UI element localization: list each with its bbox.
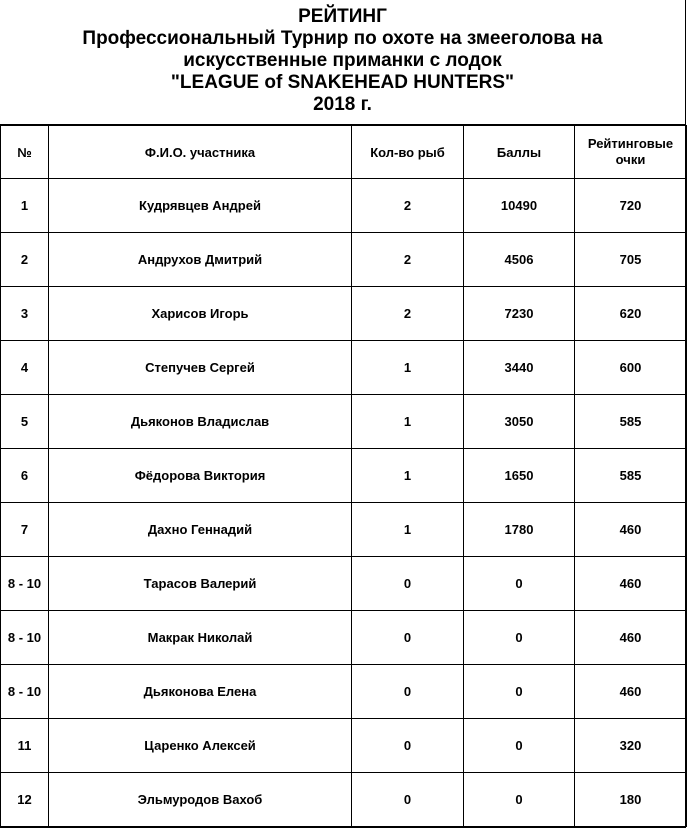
cell-rating: 460 <box>575 611 687 665</box>
cell-rating: 585 <box>575 395 687 449</box>
cell-points: 4506 <box>464 233 575 287</box>
table-row <box>1 503 687 557</box>
cell-num: 2 <box>1 233 49 287</box>
cell-rating: 720 <box>575 179 687 233</box>
cell-fish-count: 0 <box>352 611 464 665</box>
cell-rating: 460 <box>575 557 687 611</box>
table-header-row <box>1 126 687 179</box>
cell-points: 0 <box>464 719 575 773</box>
title-heading: РЕЙТИНГ <box>298 6 387 27</box>
header-rating <box>575 126 687 179</box>
cell-num: 5 <box>1 395 49 449</box>
cell-rating: 620 <box>575 287 687 341</box>
cell-name: Эльмуродов Вахоб <box>49 773 352 827</box>
cell-points: 1780 <box>464 503 575 557</box>
table-row <box>1 719 687 773</box>
cell-points: 0 <box>464 665 575 719</box>
cell-rating: 585 <box>575 449 687 503</box>
cell-name: Кудрявцев Андрей <box>49 179 352 233</box>
cell-num: 8 - 10 <box>1 665 49 719</box>
table-row <box>1 449 687 503</box>
cell-num: 7 <box>1 503 49 557</box>
table-row <box>1 773 687 827</box>
header-fish-count: Кол-во рыб <box>352 126 464 179</box>
cell-name: Фёдорова Виктория <box>49 449 352 503</box>
header-rating-line1: Рейтинговые <box>587 136 674 151</box>
title-year: 2018 г. <box>313 94 372 115</box>
cell-num: 4 <box>1 341 49 395</box>
cell-points: 7230 <box>464 287 575 341</box>
cell-rating: 705 <box>575 233 687 287</box>
cell-fish-count: 2 <box>352 179 464 233</box>
cell-fish-count: 1 <box>352 449 464 503</box>
cell-rating: 460 <box>575 665 687 719</box>
cell-name: Дьяконов Владислав <box>49 395 352 449</box>
cell-rating: 600 <box>575 341 687 395</box>
cell-fish-count: 1 <box>352 341 464 395</box>
table-row <box>1 665 687 719</box>
table-row <box>1 341 687 395</box>
cell-name: Харисов Игорь <box>49 287 352 341</box>
table-row <box>1 179 687 233</box>
cell-fish-count: 0 <box>352 665 464 719</box>
cell-points: 1650 <box>464 449 575 503</box>
cell-name: Степучев Сергей <box>49 341 352 395</box>
cell-name: Дахно Геннадий <box>49 503 352 557</box>
cell-name: Дьяконова Елена <box>49 665 352 719</box>
cell-fish-count: 0 <box>352 719 464 773</box>
cell-fish-count: 2 <box>352 233 464 287</box>
cell-fish-count: 0 <box>352 557 464 611</box>
title-league-name: "LEAGUE of SNAKEHEAD HUNTERS" <box>170 72 515 93</box>
table-row <box>1 557 687 611</box>
cell-points: 0 <box>464 557 575 611</box>
title-tournament-line1: Профессиональный Турнир по охоте на змееголова на <box>82 28 603 49</box>
header-name: Ф.И.О. участника <box>49 126 352 179</box>
title-block <box>0 0 685 125</box>
cell-points: 10490 <box>464 179 575 233</box>
cell-rating: 320 <box>575 719 687 773</box>
cell-fish-count: 1 <box>352 503 464 557</box>
header-rating-line2: очки <box>615 152 646 167</box>
cell-name: Царенко Алексей <box>49 719 352 773</box>
cell-points: 3440 <box>464 341 575 395</box>
cell-num: 11 <box>1 719 49 773</box>
table-row <box>1 395 687 449</box>
cell-points: 0 <box>464 773 575 827</box>
header-num: № <box>1 126 49 179</box>
cell-num: 8 - 10 <box>1 557 49 611</box>
cell-num: 1 <box>1 179 49 233</box>
table-row <box>1 611 687 665</box>
cell-points: 3050 <box>464 395 575 449</box>
cell-fish-count: 1 <box>352 395 464 449</box>
table-row <box>1 233 687 287</box>
cell-fish-count: 2 <box>352 287 464 341</box>
header-points: Баллы <box>464 126 575 179</box>
cell-name: Андрухов Дмитрий <box>49 233 352 287</box>
cell-num: 6 <box>1 449 49 503</box>
table-row <box>1 287 687 341</box>
cell-num: 3 <box>1 287 49 341</box>
cell-num: 12 <box>1 773 49 827</box>
cell-points: 0 <box>464 611 575 665</box>
rating-table <box>0 125 687 827</box>
cell-rating: 460 <box>575 503 687 557</box>
cell-fish-count: 0 <box>352 773 464 827</box>
title-tournament-line2: искусственные приманки с лодок <box>183 50 502 71</box>
cell-num: 8 - 10 <box>1 611 49 665</box>
cell-name: Тарасов Валерий <box>49 557 352 611</box>
cell-rating: 180 <box>575 773 687 827</box>
cell-name: Макрак Николай <box>49 611 352 665</box>
